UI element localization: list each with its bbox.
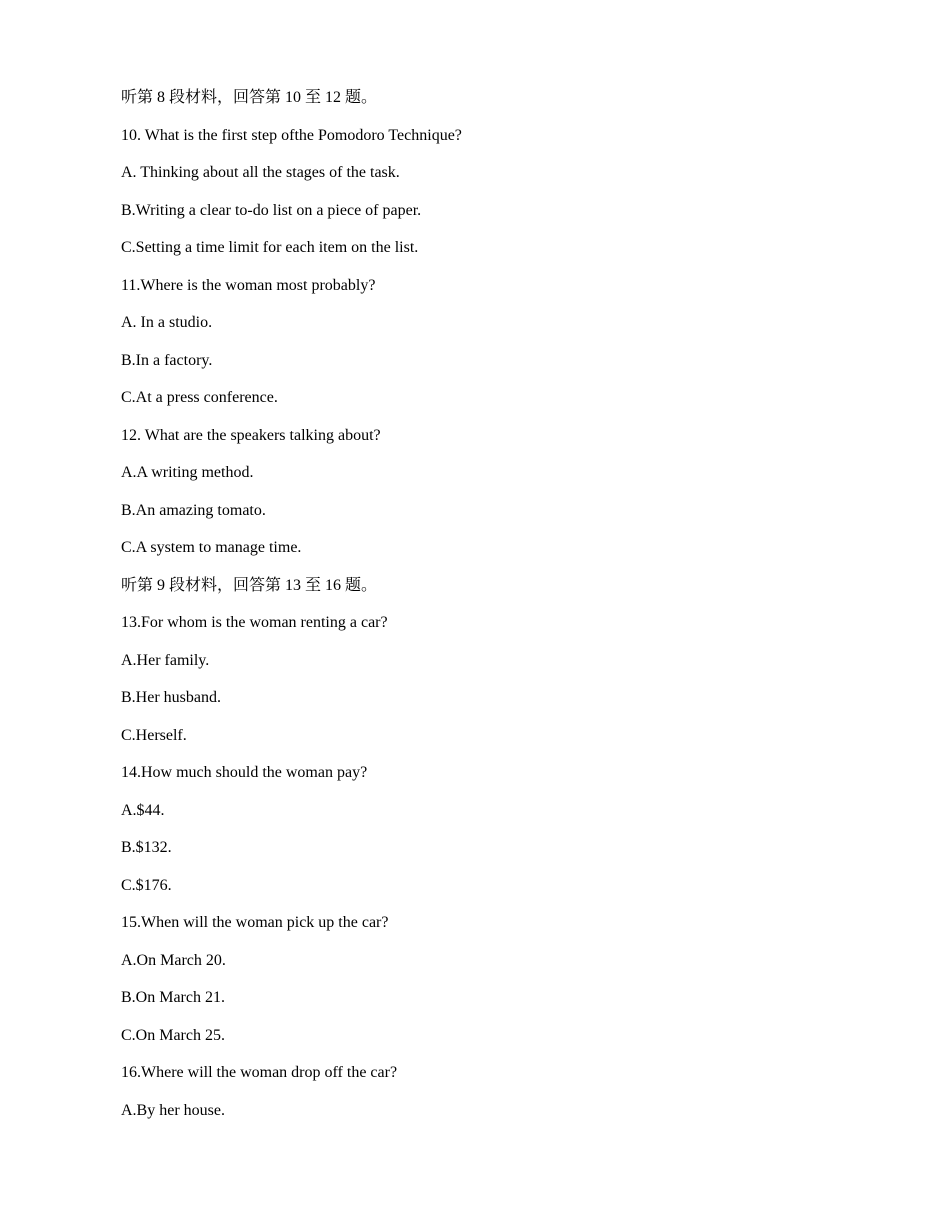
answer-option: A. Thinking about all the stages of the task. [121,164,400,181]
section-instruction: 听第 8 段材料，回答第 10 至 12 题。 [121,89,378,106]
answer-option: C.On March 25. [121,1026,225,1044]
answer-option: A.Her family. [121,651,210,669]
answer-option: B.Writing a clear to-do list on a piece of paper. [121,201,422,219]
question: 11.Where is the woman most probably? [121,276,376,294]
answer-option: A.On March 20. [121,951,226,969]
answer-option: C.Setting a time limit for each item on the list. [121,239,419,256]
answer-option: A.A writing method. [121,464,254,481]
answer-option: B.Her husband. [121,689,221,706]
answer-option: B.In a factory. [121,351,213,369]
answer-option: C.$176. [121,876,172,894]
answer-option: C.Herself. [121,726,187,744]
answer-option: B.$132. [121,839,172,856]
answer-option: B.An amazing tomato. [121,501,266,519]
answer-option: A. In a studio. [121,314,213,331]
answer-option: C.At a press conference. [121,389,278,406]
question: 12. What are the speakers talking about? [121,426,381,444]
answer-option: B.On March 21. [121,989,225,1006]
question: 15.When will the woman pick up the car? [121,914,389,931]
answer-option: A.$44. [121,801,165,819]
question: 14.How much should the woman pay? [121,764,368,781]
question: 13.For whom is the woman renting a car? [121,614,388,631]
document-page [121,86,901,1136]
question: 16.Where will the woman drop off the car? [121,1064,398,1081]
section-instruction: 听第 9 段材料，回答第 13 至 16 题。 [121,576,378,594]
question: 10. What is the first step ofthe Pomodoro Technique? [121,126,462,144]
answer-option: C.A system to manage time. [121,539,302,556]
answer-option: A.By her house. [121,1101,225,1119]
